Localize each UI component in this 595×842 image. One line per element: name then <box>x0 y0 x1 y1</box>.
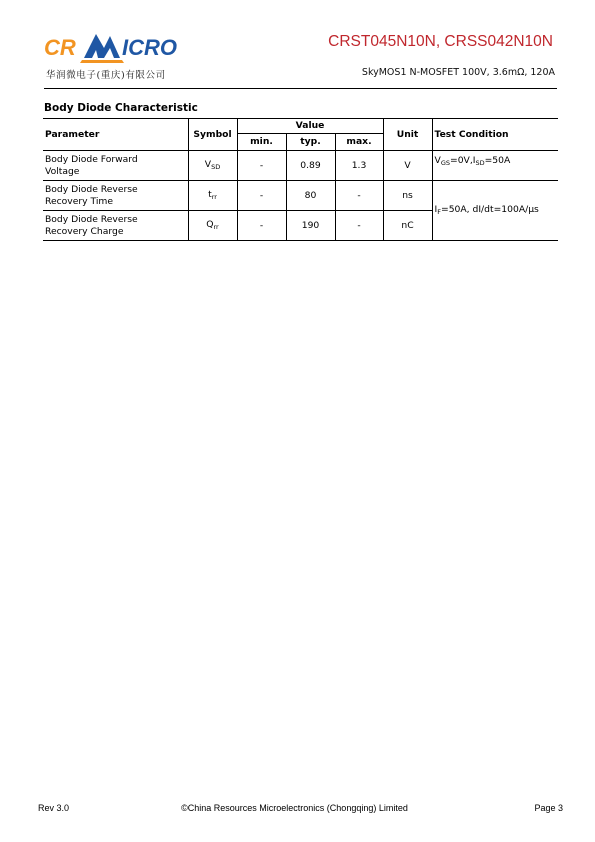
part-numbers: CRST045N10N, CRSS042N10N <box>328 33 553 50</box>
logo-mark-icon <box>80 34 124 63</box>
parameter-cell: Body Diode Reverse Recovery Time <box>43 181 188 211</box>
shared-condition-cell: $I_F=50A$, dI/dt=100A/μs <box>432 181 558 241</box>
footer-copyright: ©China Resources Microelectronics (Chongqing) Limited <box>181 803 408 813</box>
min-cell: - <box>237 181 286 211</box>
table-row <box>43 151 558 181</box>
symbol-cell: $t_{rr}$ <box>188 181 237 211</box>
typ-cell: 80 <box>286 181 335 211</box>
min-cell: - <box>237 151 286 181</box>
body-diode-table <box>43 118 558 241</box>
header-divider <box>44 88 557 89</box>
header-typ: typ. <box>286 134 335 151</box>
header-max: max. <box>335 134 383 151</box>
company-name-cn: 华润微电子(重庆)有限公司 <box>46 70 166 81</box>
max-cell: - <box>335 181 383 211</box>
typ-cell: 190 <box>286 211 335 241</box>
parameter-cell: Body Diode Forward Voltage <box>43 151 188 181</box>
min-cell: - <box>237 211 286 241</box>
header-symbol: Symbol <box>188 119 237 151</box>
company-logo <box>44 30 184 64</box>
section-title: Body Diode Characteristic <box>44 102 198 114</box>
header-min: min. <box>237 134 286 151</box>
unit-cell: ns <box>383 181 432 211</box>
table-row <box>43 181 558 211</box>
svg-text:CR: CR <box>44 35 76 60</box>
header-test-condition: Test Condition <box>432 119 558 151</box>
max-cell: 1.3 <box>335 151 383 181</box>
footer-page-number: Page 3 <box>534 803 563 813</box>
header-parameter: Parameter <box>43 119 188 151</box>
symbol-cell: $Q_{rr}$ <box>188 211 237 241</box>
parameter-cell: Body Diode Reverse Recovery Charge <box>43 211 188 241</box>
unit-cell: nC <box>383 211 432 241</box>
condition-cell: $V_{GS}=0V,I_{SD}=50A$ <box>432 151 558 181</box>
header-value: Value <box>237 119 383 134</box>
max-cell: - <box>335 211 383 241</box>
unit-cell: V <box>383 151 432 181</box>
header-unit: Unit <box>383 119 432 151</box>
footer-revision: Rev 3.0 <box>38 803 70 813</box>
svg-text:ICRO: ICRO <box>122 35 177 60</box>
symbol-cell: $V_{SD}$ <box>188 151 237 181</box>
product-subtitle: SkyMOS1 N-MOSFET 100V, 3.6mΩ, 120A <box>361 67 555 78</box>
typ-cell: 0.89 <box>286 151 335 181</box>
